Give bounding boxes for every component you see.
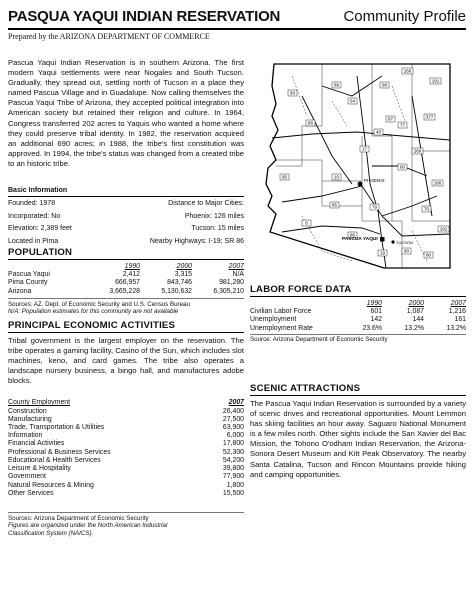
svg-text:79: 79 bbox=[371, 204, 378, 210]
economy-section bbox=[8, 320, 244, 537]
svg-text:160: 160 bbox=[403, 68, 412, 74]
svg-text:19: 19 bbox=[379, 250, 386, 256]
population-section bbox=[8, 247, 244, 316]
svg-text:377: 377 bbox=[425, 114, 434, 120]
table-row: Civilian Labor Force 601 1,087 1,216 bbox=[250, 308, 466, 316]
table-row: Arizona 3,665,228 5,130,632 6,305,210 bbox=[8, 287, 244, 295]
svg-text:85: 85 bbox=[331, 202, 338, 208]
population-source: Sources: AZ. Dept. of Economic Security and U.S. Census Bureau bbox=[8, 300, 190, 308]
svg-text:17: 17 bbox=[361, 146, 368, 152]
table-row: Trade, Transportation & Utilities 63,900 bbox=[8, 424, 244, 432]
table-row: Pima County 666,957 843,746 981,280 bbox=[8, 279, 244, 287]
scenic-rule bbox=[250, 395, 466, 396]
intro-paragraph: Pascua Yaqui Indian Reservation is in southern Arizona. The first modern Yaqui settlements were near Nogales and South Tucson. Gradually, they spread out, settling north of Tucson in a place they named Pascua Village and in Guadalupe. Now calling themselves the Pascua Yaqui Tribe of Arizona, they accepted political integration into American society but retained their religion and culture. In 1964, Congress transferred 202 acres to Yaquis who wanted a home where they could preserve tribal identity. In 1982, the reservation acquired an additional 690 acres; in 1988, the tribe's first constitution was approved. In 1994, the tribe's status was changed from a created tribe to an historic tribe. bbox=[8, 58, 244, 168]
labor-source-rule bbox=[250, 334, 466, 335]
economy-source: Sources: Arizona Department of Economic Security bbox=[8, 514, 149, 522]
table-row: Leisure & Hospitality 39,800 bbox=[8, 465, 244, 473]
tucson-label: TUCSON bbox=[396, 240, 413, 245]
svg-text:90: 90 bbox=[403, 248, 410, 254]
labor-source: Source: Arizona Department of Economic Security bbox=[250, 335, 388, 343]
svg-text:66: 66 bbox=[307, 120, 314, 126]
basic-info-row: Elevation: 2,389 feet Tucson: 15 miles bbox=[8, 225, 244, 233]
svg-text:89: 89 bbox=[333, 82, 340, 88]
basic-info-row: Incorporated: No Phoenix: 126 miles bbox=[8, 212, 244, 220]
svg-text:40: 40 bbox=[375, 129, 382, 135]
svg-text:98: 98 bbox=[381, 82, 388, 88]
tucson-marker bbox=[391, 240, 394, 243]
population-heading: POPULATION bbox=[8, 247, 73, 258]
economy-source-rule bbox=[8, 512, 244, 513]
table-row: Educational & Health Services 54,200 bbox=[8, 456, 244, 464]
labor-section bbox=[250, 284, 466, 343]
svg-text:191: 191 bbox=[439, 226, 448, 232]
header-rule bbox=[8, 28, 466, 30]
svg-text:87: 87 bbox=[387, 116, 394, 122]
basic-info-section bbox=[8, 187, 244, 248]
svg-text:77: 77 bbox=[399, 122, 406, 128]
table-row: Information 6,000 bbox=[8, 432, 244, 440]
pascua-yaqui-marker bbox=[380, 237, 385, 242]
table-header-row: 1990 2000 2007 bbox=[366, 300, 466, 307]
labor-table bbox=[250, 300, 466, 333]
svg-text:70: 70 bbox=[423, 206, 430, 212]
profile-label: Community Profile bbox=[343, 8, 466, 25]
scenic-heading: SCENIC ATTRACTIONS bbox=[250, 383, 361, 394]
svg-text:8: 8 bbox=[305, 220, 308, 226]
basic-info-heading: Basic Information bbox=[8, 187, 68, 194]
table-header-row: County Employment 2007 bbox=[8, 399, 244, 407]
phoenix-label: PHOENIX bbox=[364, 178, 385, 183]
economy-paragraph: Tribal government is the largest employer on the reservation. The tribe operates a gaming facility, Casino of the Sun, which includes slot machines, keno, and card games. The tribe also operates a landscape nursery business, a bingo hall, and manufactures adobe blocks. bbox=[8, 336, 244, 386]
labor-rule bbox=[250, 296, 466, 297]
table-row: Other Services 15,500 bbox=[8, 489, 244, 497]
table-row: Financial Activities 17,800 bbox=[8, 440, 244, 448]
svg-text:95: 95 bbox=[281, 174, 288, 180]
svg-text:260: 260 bbox=[413, 148, 422, 154]
page-title: PASQUA YAQUI INDIAN RESERVATION bbox=[8, 8, 281, 25]
scenic-section bbox=[250, 383, 466, 480]
population-note: N/A: Population estimates for this community are not available bbox=[8, 308, 179, 316]
table-row: Unemployment 142 144 161 bbox=[250, 316, 466, 324]
subtitle: Prepared by the ARIZONA DEPARTMENT OF COMMERCE bbox=[8, 32, 210, 41]
population-source-rule bbox=[8, 298, 244, 299]
table-header-row: 1990 2000 2007 bbox=[124, 263, 244, 270]
scenic-paragraph: The Pascua Yaqui Indian Reservation is surrounded by a variety of scenic drives and recreational opportunities. Mount Lemmon has skiing facilities an hour away. Saguaro National Monument is a few miles north. Other sights include the San Xavier del Bac Mission, the Tohono O'odham Indian Reservation, the Arizona-Sonora Desert Museum and Kitt Peak Observatory. The nearby Santa Catalina, Tucson and Rincon Mountains provide hiking and camping opportunities. bbox=[250, 399, 466, 479]
economy-rule bbox=[8, 332, 244, 333]
table-row: Professional & Business Services 52,300 bbox=[8, 448, 244, 456]
table-row: Pascua Yaqui 2,412 3,315 N/A bbox=[8, 271, 244, 279]
employment-table bbox=[8, 399, 244, 497]
basic-info-row: Located in Pima Nearby Highways: I-19; SR 86 bbox=[8, 237, 244, 245]
svg-text:93: 93 bbox=[289, 90, 296, 96]
table-row: Government 77,900 bbox=[8, 473, 244, 481]
svg-text:86: 86 bbox=[349, 232, 356, 238]
svg-text:64: 64 bbox=[349, 98, 356, 104]
table-row: Construction 26,400 bbox=[8, 407, 244, 415]
pascua-yaqui-label: PASCUA YAQUI bbox=[342, 237, 378, 242]
svg-text:80: 80 bbox=[425, 252, 432, 258]
economy-heading: PRINCIPAL ECONOMIC ACTIVITIES bbox=[8, 320, 176, 331]
basic-info-row: Founded: 1978 Distance to Major Cities: bbox=[8, 200, 244, 207]
svg-text:60: 60 bbox=[399, 164, 406, 170]
svg-text:191: 191 bbox=[431, 78, 440, 84]
population-rule bbox=[8, 259, 244, 260]
labor-heading: LABOR FORCE DATA bbox=[250, 284, 352, 295]
table-row: Natural Resources & Mining 1,800 bbox=[8, 481, 244, 489]
svg-text:10: 10 bbox=[333, 174, 340, 180]
phoenix-marker bbox=[358, 182, 363, 187]
economy-note: Figures are organized under the North American Industrial Classification System (NAICS). bbox=[8, 522, 168, 537]
table-row: Manufacturing 27,500 bbox=[8, 415, 244, 423]
arizona-map bbox=[262, 56, 467, 276]
table-row: Unemployment Rate 23.6% 13.2% 13.2% bbox=[250, 324, 466, 332]
svg-text:180: 180 bbox=[433, 180, 442, 186]
basic-info-rule bbox=[8, 196, 244, 197]
population-table bbox=[8, 263, 244, 296]
